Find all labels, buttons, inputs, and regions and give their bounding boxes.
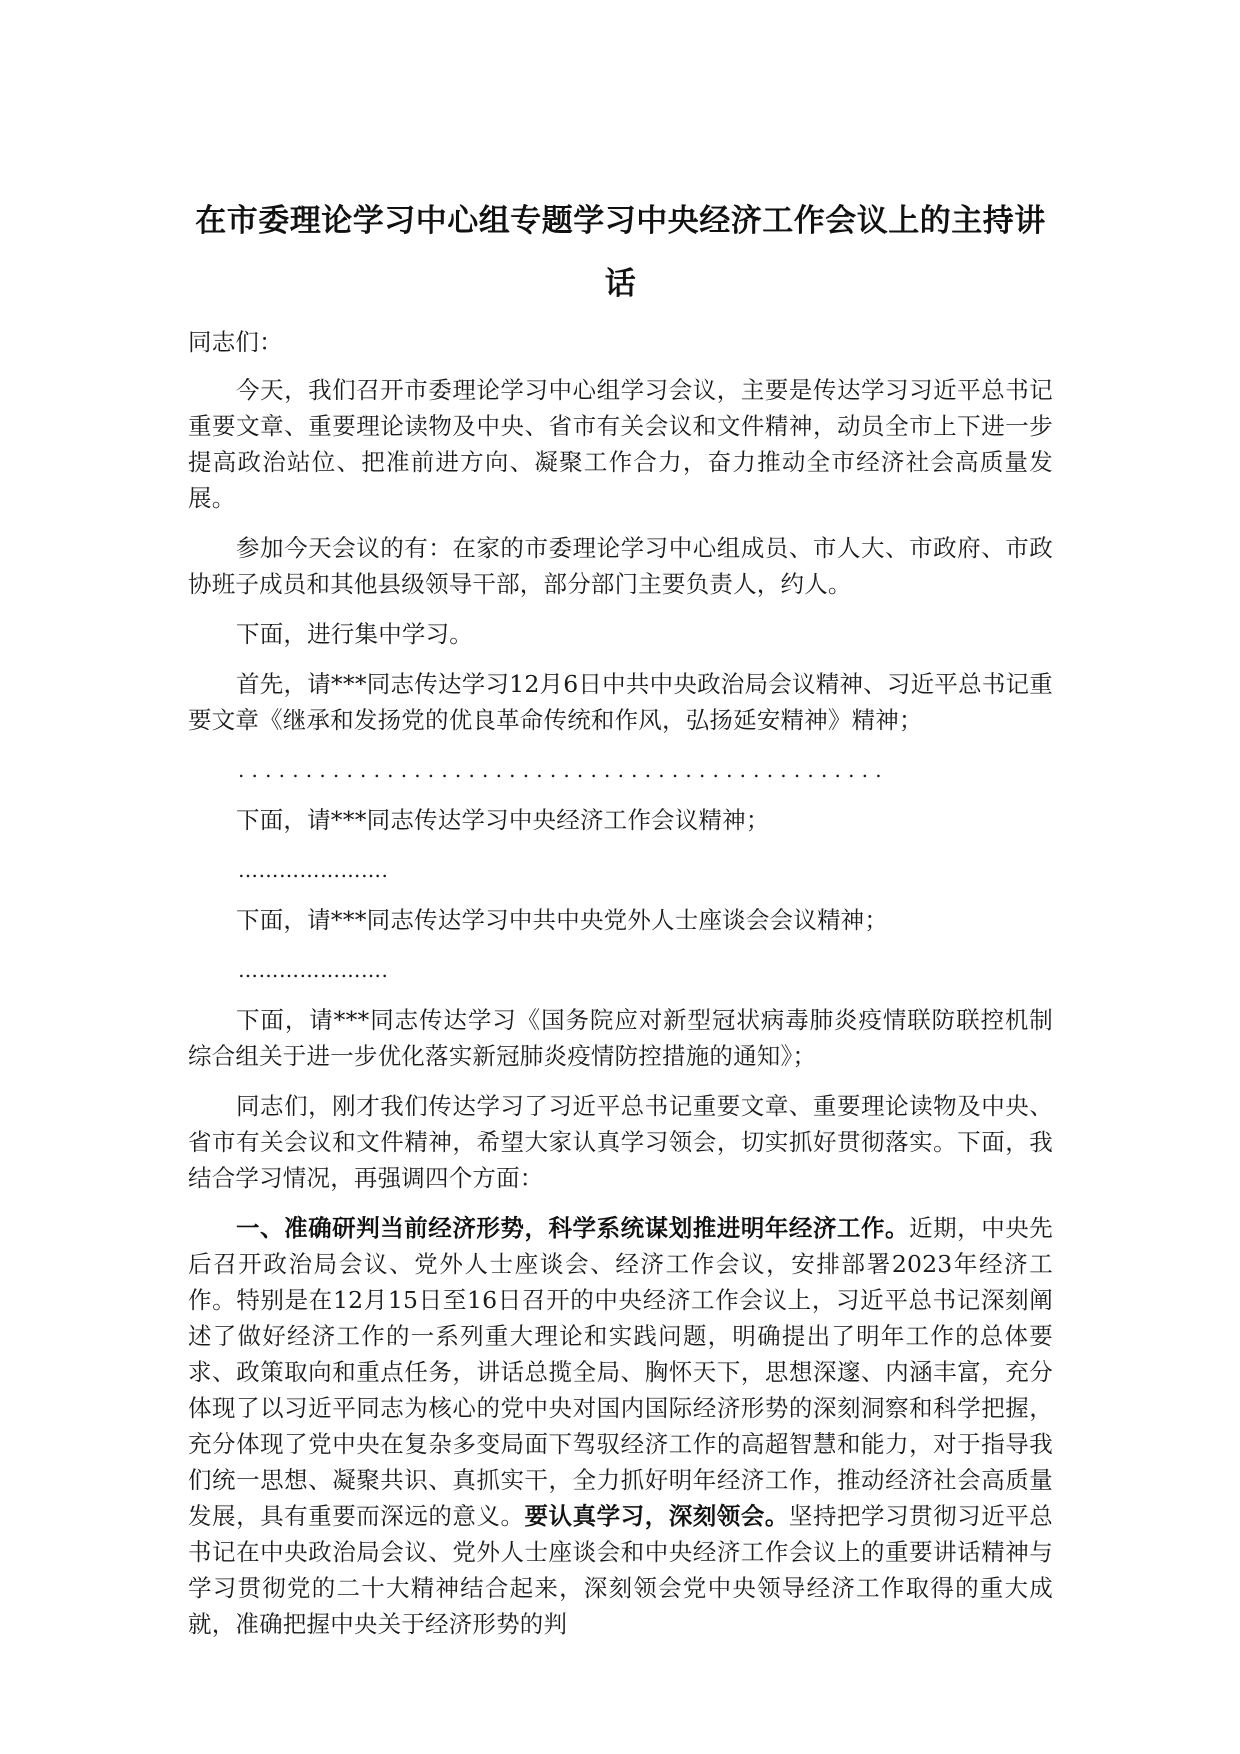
document-page [188, 190, 1053, 1656]
paragraph-fourth-item: 下面，请***同志传达学习《国务院应对新型冠状病毒肺炎疫情联防联控机制综合组关于进一步优化落实新冠肺炎疫情防控措施的通知》； [188, 1006, 1053, 1070]
ellipsis-placeholder: …………………. [238, 858, 389, 882]
paragraph-section-one [188, 1210, 1053, 1642]
paragraph-attendees: 参加今天会议的有：在家的市委理论学习中心组成员、市人大、市政府、市政协班子成员和其他县级领导干部，部分部门主要负责人，约人。 [188, 534, 1053, 598]
paragraph-third-item: 下面，请***同志传达学习中共中央党外人士座谈会会议精神； [236, 906, 889, 934]
ellipsis-placeholder: …………………. [238, 958, 389, 982]
section-body: 近期，中央先后召开政治局会议、党外人士座谈会、经济工作会议，安排部署2023年经济工作。特别是在12月15日至16日召开的中央经济工作会议上，习近平总书记深刻阐述了做好经济工作的一系列重大理论和实践问题，明确提出了明年工作的总体要求、政策取向和重点任务，讲话总揽全局、胸怀天下，思想深邃、内涵丰富，充分体现了以习近平同志为核心的党中央对国内国际经济形势的深刻洞察和科学把握，充分体现了党中央在复杂多变局面下驾驭经济工作的高超智慧和能力，对于指导我们统一思想、凝聚共识、真抓实干，全力抓好明年经济工作，推动经济社会高质量发展，具有重要而深远的意义。 [188, 1214, 1053, 1530]
paragraph-transition: 同志们，刚才我们传达学习了习近平总书记重要文章、重要理论读物及中央、省市有关会议和文件精神，希望大家认真学习领会，切实抓好贯彻落实。下面，我结合学习情况，再强调四个方面： [188, 1092, 1053, 1192]
section-heading: 一、准确研判当前经济形势，科学系统谋划推进明年经济工作。 [236, 1214, 910, 1242]
ellipsis-placeholder: ................................................ [238, 758, 889, 782]
salutation: 同志们： [188, 328, 283, 356]
document-title: 在市委理论学习中心组专题学习中央经济工作会议上的主持讲话 [195, 203, 1046, 302]
paragraph-second-item: 下面，请***同志传达学习中央经济工作会议精神； [236, 806, 770, 834]
paragraph-opening: 今天，我们召开市委理论学习中心组学习会议，主要是传达学习习近平总书记重要文章、重要理论读物及中央、省市有关会议和文件精神，动员全市上下进一步提高政治站位、把准前进方向、凝聚工作合力，奋力推动全市经济社会高质量发展。 [188, 376, 1053, 512]
emphasis-text: 要认真学习，深刻领会。 [524, 1502, 789, 1530]
paragraph-first-item: 首先，请***同志传达学习12月6日中共中央政治局会议精神、习近平总书记重要文章《继承和发扬党的优良革命传统和作风，弘扬延安精神》精神； [188, 670, 1053, 734]
paragraph-study-start: 下面，进行集中学习。 [236, 620, 473, 648]
section-body-continued: 坚持把学习贯彻习近平总书记在中央政治局会议、党外人士座谈会和中央经济工作会议上的重要讲话精神与学习贯彻党的二十大精神结合起来，深刻领会党中央领导经济工作取得的重大成就，准确把握中央关于经济形势的判 [188, 1502, 1053, 1638]
